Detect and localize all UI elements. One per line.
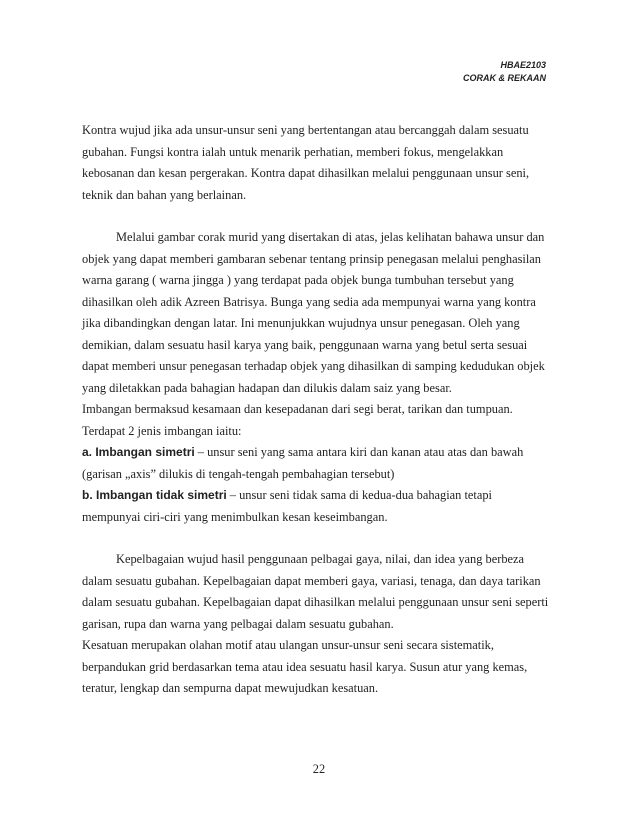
paragraph-jenis-imbangan: Terdapat 2 jenis imbangan iaitu:	[82, 423, 242, 438]
page-number: 22	[312, 762, 326, 776]
item-a-text: – unsur seni yang sama antara kiri dan kanan atau atas dan bawah (garisan „axis” dilukis di tengah-tengah pembahagian tersebut)	[82, 445, 524, 481]
paragraph-penegasan: Melalui gambar corak murid yang disertakan di atas, jelas kelihatan bahawa unsur dan objek yang dapat memberi gambaran sebenar tentang prinsip penegasan melalui penghasilan warna garang ( warna jingga ) yang terdapat pada objek bunga tumbuhan tersebut yang dihasilkan oleh adik Azreen Batrisya. Bunga yang sedia ada mempunyai warna yang kontra jika dibandingkan dengan latar. Ini menunjukkan wujudnya unsur penegasan. Oleh yang demikian, dalam sesuatu hasil karya yang baik, penggunaan warna yang betul serta sesuai dapat memberi unsur penegasan terhadap objek yang dihasilkan di samping kedudukan objek yang diletakkan pada bahagian hadapan dan dilukis dalam saiz yang besar.	[82, 230, 545, 395]
page-header	[463, 59, 546, 85]
paragraph-gap	[82, 206, 552, 227]
item-b-text: – unsur seni tidak sama di kedua-dua bahagian tetapi mempunyai ciri-ciri yang menimbulkan kesan keseimbangan.	[82, 488, 492, 524]
item-a-label: a. Imbangan simetri	[82, 445, 195, 459]
document-body	[82, 120, 552, 700]
paragraph-kepelbagaian: Kepelbagaian wujud hasil penggunaan pelbagai gaya, nilai, dan idea yang berbeza dalam sesuatu gubahan. Kepelbagaian dapat memberi gaya, variasi, tenaga, dan daya tarikan dalam sesuatu gubahan. Kepelbagaian dapat dihasilkan melalui penggunaan unsur seni seperti garisan, rupa dan warna yang pelbagai dalam sesuatu gubahan.	[82, 552, 549, 631]
list-item-simetri	[82, 442, 552, 485]
course-code: HBAE2103	[500, 60, 546, 70]
paragraph-gap	[82, 528, 552, 549]
paragraph-kontra: Kontra wujud jika ada unsur-unsur seni yang bertentangan atau bercanggah dalam sesuatu gubahan. Fungsi kontra ialah untuk menarik perhatian, memberi fokus, mengelakkan kebosanan dan kesan pergerakan. Kontra dapat dihasilkan melalui penggunaan unsur seni, teknik dan bahan yang berlainan.	[82, 123, 530, 202]
header-subtitle: CORAK & REKAAN	[463, 73, 546, 83]
paragraph-kesatuan: Kesatuan merupakan olahan motif atau ulangan unsur-unsur seni secara sistematik, berpandukan grid berdasarkan tema atau idea sesuatu hasil karya. Susun atur yang kemas, teratur, lengkap dan sempurna dapat mewujudkan kesatuan.	[82, 638, 528, 695]
list-item-tidak-simetri	[82, 485, 552, 528]
item-b-label: b. Imbangan tidak simetri	[82, 488, 227, 502]
paragraph-imbangan: Imbangan bermaksud kesamaan dan kesepadanan dari segi berat, tarikan dan tumpuan.	[82, 402, 513, 416]
